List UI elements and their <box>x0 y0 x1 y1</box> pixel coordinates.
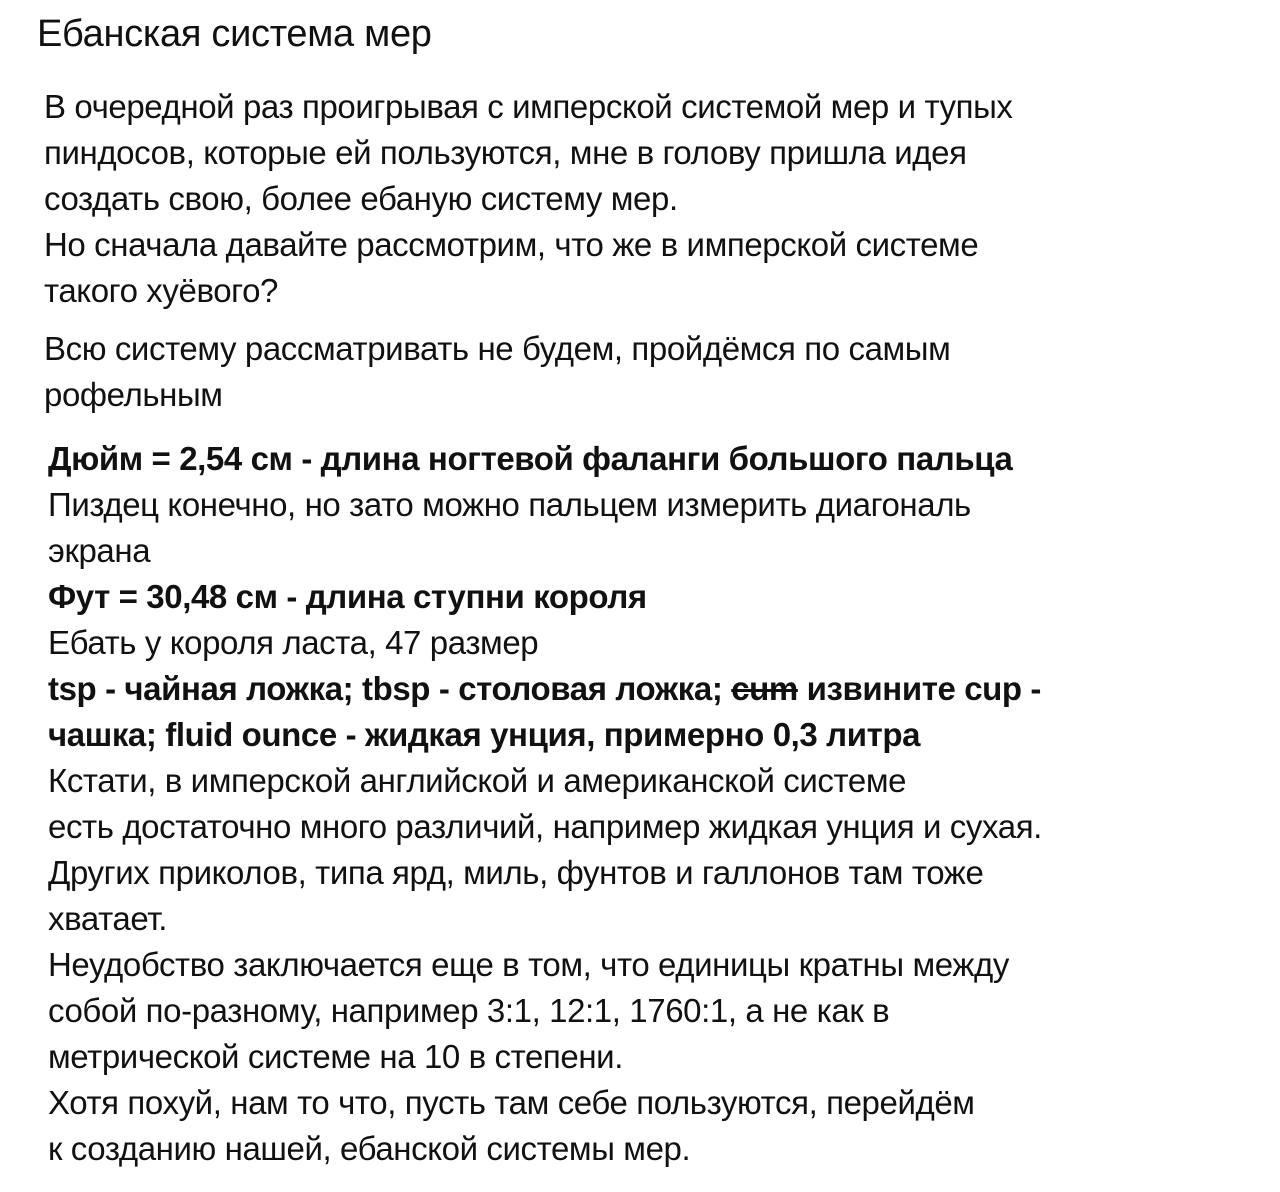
text-line: пиндосов, которые ей пользуются, мне в голову пришла идея <box>44 134 967 171</box>
intro-paragraph <box>44 84 1013 314</box>
text-line: Всю систему рассматривать не будем, пройдёмся по самым <box>44 330 951 367</box>
differences-line: Кстати, в имперской английской и американской системе <box>48 762 907 799</box>
ratios-line: Неудобство заключается еще в том, что единицы кратны между <box>48 946 1009 983</box>
differences-line: хватает. <box>48 900 168 937</box>
ratios-line: собой по-разному, например 3:1, 12:1, 1760:1, а не как в <box>48 992 890 1029</box>
text-line: создать свою, более ебаную систему мер. <box>44 180 678 217</box>
volume-definition-line <box>48 666 1042 712</box>
text-line: В очередной раз проигрывая с имперской системой мер и тупых <box>44 88 1013 125</box>
volume-text: извините cup - <box>797 670 1042 707</box>
foot-definition: Фут = 30,48 см - длина ступни короля <box>48 578 647 615</box>
page-title: Ебанская система мер <box>37 13 432 55</box>
inch-comment-line: Пиздец конечно, но зато можно пальцем измерить диагональ <box>48 486 971 523</box>
volume-text: tsp - чайная ложка; tbsp - столовая ложка; <box>48 670 732 707</box>
text-line: Но сначала давайте рассмотрим, что же в имперской системе <box>44 226 979 263</box>
conclusion-line: Хотя похуй, нам то что, пусть там себе пользуются, перейдём <box>48 1084 975 1121</box>
struck-word: cum <box>731 670 798 707</box>
conclusion-line: к созданию нашей, ебанской системы мер. <box>48 1130 691 1167</box>
inch-comment-line: экрана <box>48 532 151 569</box>
volume-definition-line: чашка; fluid ounce - жидкая унция, примерно 0,3 литра <box>48 716 921 753</box>
foot-comment: Ебать у короля ласта, 47 размер <box>48 624 539 661</box>
scope-paragraph <box>44 326 950 418</box>
text-line: рофельным <box>44 376 223 413</box>
inch-definition: Дюйм = 2,54 см - длина ногтевой фаланги большого пальца <box>48 440 1013 477</box>
differences-line: Других приколов, типа ярд, миль, фунтов и галлонов там тоже <box>48 854 984 891</box>
ratios-line: метрической системе на 10 в степени. <box>48 1038 623 1075</box>
text-line: такого хуёвого? <box>44 272 278 309</box>
units-section <box>48 436 1042 1172</box>
differences-line: есть достаточно много различий, например жидкая унция и сухая. <box>48 808 1042 845</box>
